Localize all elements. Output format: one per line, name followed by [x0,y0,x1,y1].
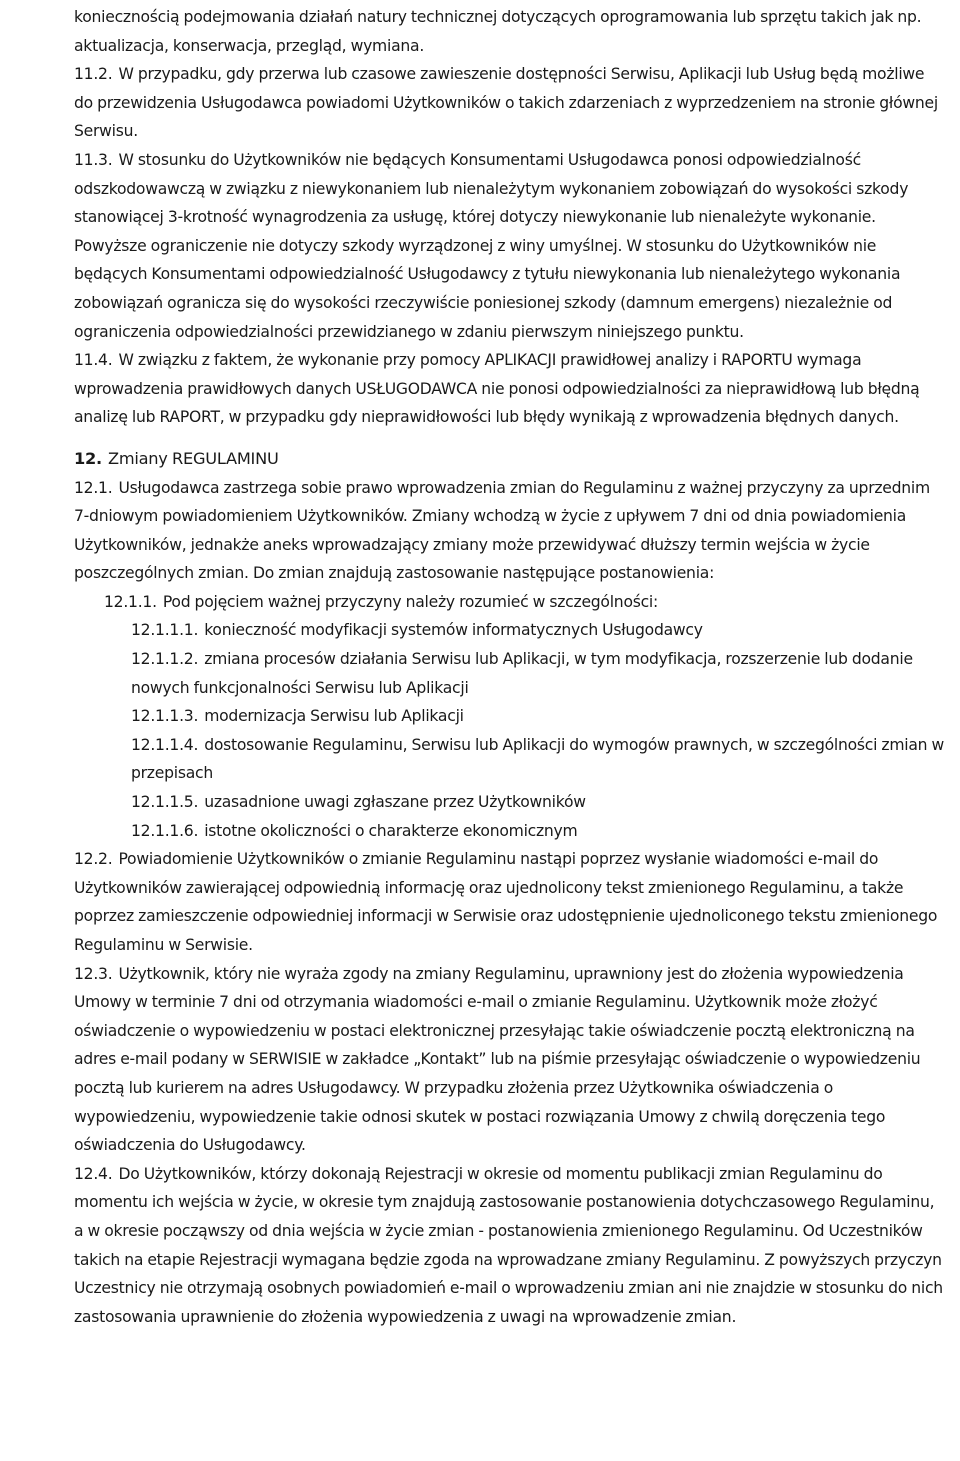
paragraph-number: 12.1.1.4. [131,735,199,754]
paragraph-number: 12.1.1.5. [131,793,199,812]
paragraph-text: zmiana procesów działania Serwisu lub Aplikacji, w tym modyfikacja, rozszerzenie lub dodanie nowych funkcjonalności Serwisu lub Aplikacji [131,650,913,697]
paragraph-12-1-1-1 [74,616,946,645]
paragraph-number: 11.3. [74,150,113,169]
paragraph-text: Użytkownik, który nie wyraża zgody na zmiany Regulaminu, uprawniony jest do złożenia wypowiedzenia Umowy w terminie 7 dni od otrzymania wiadomości e-mail o zmianie Regulaminu. Użytkownik może złożyć oświadczenie o wypowiedzeniu w postaci elektronicznej przesyłając takie oświadczenie pocztą elektroniczną na adres e-mail podany w SERWISIE w zakładce „Kontakt” lub na piśmie przesyłając oświadczenie o wypowiedzeniu pocztą lub kurierem na adres Usługodawcy. W przypadku złożenia przez Użytkownika oświadczenia o wypowiedzeniu, wypowiedzenie takie odnosi skutek w postaci rozwiązania Umowy z chwilą doręczenia tego oświadczenia do Usługodawcy. [74,964,921,1155]
paragraph-number: 12.1.1.1. [131,621,199,640]
paragraph-text: istotne okoliczności o charakterze ekonomicznym [204,821,578,840]
paragraph-text: W przypadku, gdy przerwa lub czasowe zawieszenie dostępności Serwisu, Aplikacji lub Usług będą możliwe do przewidzenia Usługodawca powiadomi Użytkowników o takich zdarzeniach z wyprzedzeniem na stronie głównej Serwisu. [74,65,938,141]
paragraph-12-2 [74,845,946,959]
paragraph-text: Pod pojęciem ważnej przyczyny należy rozumieć w szczególności: [162,592,659,611]
paragraph-12-4 [74,1160,946,1332]
section-heading-12 [74,445,946,474]
paragraph-12-1-1-3 [74,702,946,731]
paragraph-11-2 [74,60,946,146]
paragraph-text: konieczność modyfikacji systemów informatycznych Usługodawcy [204,621,703,640]
paragraph-number: 12.1.1.2. [131,650,199,669]
paragraph-12-1 [74,474,946,588]
paragraph-text: Do Użytkowników, którzy dokonają Rejestracji w okresie od momentu publikacji zmian Regulaminu do momentu ich wejścia w życie, w okresie tym znajdują zastosowanie postanowienia dotychczasowego Regulaminu, a w okresie począwszy od dnia wejścia w życie zmian - postanowienia zmienionego Regulaminu. Od Uczestników takich na etapie Rejestracji wymagana będzie zgoda na wprowadzane zmiany Regulaminu. Z powyższych przyczyn Uczestnicy nie otrzymają osobnych powiadomień e-mail o wprowadzeniu zmian ani nie znajdzie w stosunku do nich zastosowania uprawnienie do złożenia wypowiedzenia z uwagi na wprowadzenie zmian. [74,1164,943,1326]
paragraph-number: 12.2. [74,850,113,869]
paragraph-11-3 [74,146,946,346]
document-page [74,3,946,1331]
paragraph-number: 12.1. [74,478,113,497]
paragraph-12-1-1-4 [74,731,946,788]
paragraph-text: Usługodawca zastrzega sobie prawo wprowadzenia zmian do Regulaminu z ważnej przyczyny za uprzednim 7-dniowym powiadomieniem Użytkowników. Zmiany wchodzą w życie z upływem 7 dni od dnia powiadomienia Użytkowników, jednakże aneks wprowadzający zmiany może przewidywać dłuższy termin wejścia w życie poszczególnych zmian. Do zmian znajdują zastosowanie następujące postanowienia: [74,478,930,583]
paragraph-number: 12.1.1. [104,592,157,611]
section-title: Zmiany REGULAMINU [108,448,279,468]
paragraph-number: 12.3. [74,964,113,983]
paragraph-12-1-1 [74,588,946,617]
paragraph-number: 11.2. [74,65,113,84]
paragraph-number: 12.4. [74,1164,113,1183]
paragraph-12-1-1-6 [74,817,946,846]
paragraph-number: 12.1.1.3. [131,707,199,726]
paragraph-top: koniecznością podejmowania działań natury technicznej dotyczących oprogramowania lub sprzętu takich jak np. aktualizacja, konserwacja, przegląd, wymiana. [74,8,922,55]
paragraph-text: modernizacja Serwisu lub Aplikacji [204,707,464,726]
paragraph-text: dostosowanie Regulaminu, Serwisu lub Aplikacji do wymogów prawnych, w szczególności zmian w przepisach [131,735,945,783]
section-number: 12. [74,448,102,468]
paragraph-12-1-1-5 [74,788,946,817]
paragraph-12-3 [74,960,946,1160]
paragraph-12-1-1-2 [74,645,946,702]
paragraph-text: Powiadomienie Użytkowników o zmianie Regulaminu nastąpi poprzez wysłanie wiadomości e-mail do Użytkowników zawierającej odpowiednią informację oraz ujednolicony tekst zmienionego Regulaminu, a także poprzez zamieszczenie odpowiedniej informacji w Serwisie oraz udostępnienie ujednoliconego tekstu zmienionego Regulaminu w Serwisie. [74,850,938,954]
paragraph-text: W stosunku do Użytkowników nie będących Konsumentami Usługodawca ponosi odpowiedzialność odszkodowawczą w związku z niewykonaniem lub nienależytym wykonaniem zobowiązań do wysokości szkody stanowiącej 3-krotność wynagrodzenia za usługę, której dotyczy niewykonanie lub nienależyte wykonanie. Powyższe ograniczenie nie dotyczy szkody wyrządzonej z winy umyślnej. W stosunku do Użytkowników nie będących Konsumentami odpowiedzialność Usługodawcy z tytułu niewykonania lub nienależytego wykonania zobowiązań ogranicza się do wysokości rzeczywiście poniesionej szkody (damnum emergens) niezależnie od ograniczenia odpowiedzialności przewidzianego w zdaniu pierwszym niniejszego punktu. [74,150,909,341]
paragraph-number: 11.4. [74,351,113,370]
paragraph-text: uzasadnione uwagi zgłaszane przez Użytkowników [204,793,586,812]
paragraph-11-4 [74,346,946,432]
paragraph-text: W związku z faktem, że wykonanie przy pomocy APLIKACJI prawidłowej analizy i RAPORTU wymaga wprowadzenia prawidłowych danych USŁUGODAWCA nie ponosi odpowiedzialności za nieprawidłową lub błędną analizę lub RAPORT, w przypadku gdy nieprawidłowości lub błędy wynikają z wprowadzenia błędnych danych. [74,351,920,427]
paragraph-number: 12.1.1.6. [131,821,199,840]
